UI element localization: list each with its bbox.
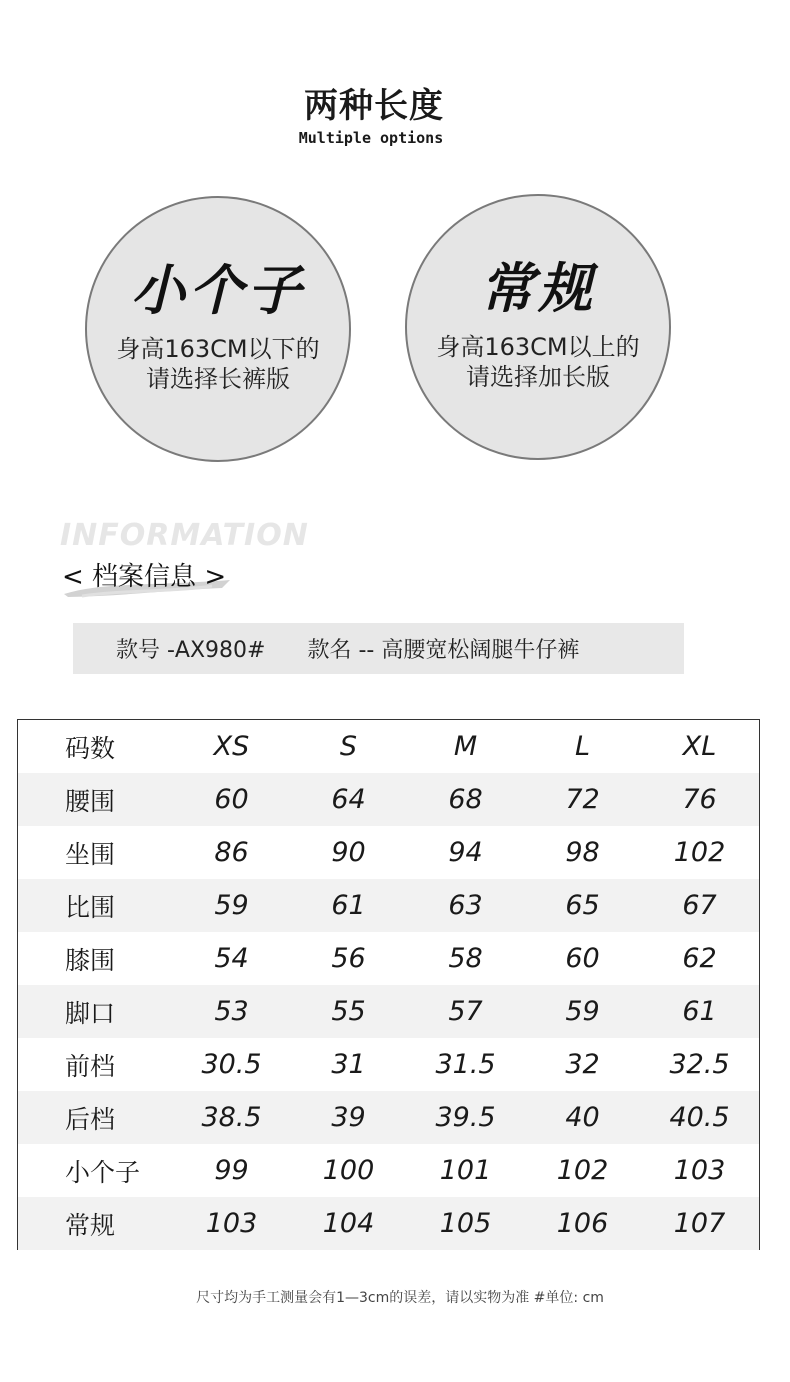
table-cell: 58 <box>448 943 483 974</box>
table-cell: 72 <box>565 784 600 815</box>
table-cell: 54 <box>214 943 249 974</box>
table-row <box>18 773 759 826</box>
option-desc-line2: 请选择长裤版 <box>146 365 290 393</box>
table-cell: 30.5 <box>201 1049 262 1080</box>
measurement-footnote: 尺寸均为手工测量会有1—3cm的误差，请以实物为准 #单位: cm <box>196 1290 604 1306</box>
table-cell: 76 <box>682 784 717 815</box>
section-header <box>0 78 790 147</box>
table-cell: 59 <box>214 890 249 921</box>
table-cell: 31.5 <box>435 1049 496 1080</box>
table-cell: 61 <box>331 890 366 921</box>
table-cell: 68 <box>448 784 483 815</box>
header-cell: L <box>574 731 591 762</box>
table-cell: 98 <box>565 837 600 868</box>
row-label: 脚口 <box>65 998 116 1028</box>
section-title: 两种长度 <box>304 86 444 126</box>
table-cell: 90 <box>331 837 366 868</box>
row-label: 常规 <box>65 1210 116 1240</box>
row-label: 后档 <box>65 1104 116 1134</box>
table-row <box>18 1144 759 1197</box>
table-cell: 32 <box>565 1049 600 1080</box>
header-cell: XL <box>682 731 717 762</box>
information-heading: < 档案信息 > <box>62 562 227 592</box>
table-cell: 102 <box>556 1155 609 1186</box>
table-cell: 99 <box>214 1155 249 1186</box>
table-row <box>18 879 759 932</box>
style-info-bar <box>73 623 684 674</box>
table-cell: 105 <box>439 1208 492 1239</box>
table-cell: 103 <box>205 1208 258 1239</box>
option-name: 常规 <box>480 257 596 320</box>
table-cell: 38.5 <box>201 1102 262 1133</box>
table-cell: 40.5 <box>669 1102 730 1133</box>
table-cell: 64 <box>331 784 366 815</box>
size-table <box>17 719 760 1250</box>
table-cell: 40 <box>565 1102 600 1133</box>
option-description <box>407 332 669 392</box>
row-label: 小个子 <box>65 1157 141 1187</box>
option-circle-petite <box>85 196 351 462</box>
style-code: 款号 -AX980# <box>116 638 266 663</box>
table-cell: 56 <box>331 943 366 974</box>
row-label: 前档 <box>65 1051 116 1081</box>
table-row <box>18 1038 759 1091</box>
table-cell: 102 <box>673 837 726 868</box>
option-desc-line1: 身高163CM以上的 <box>436 333 640 361</box>
table-cell: 39 <box>331 1102 366 1133</box>
table-cell: 65 <box>565 890 600 921</box>
table-cell: 86 <box>214 837 249 868</box>
table-cell: 31 <box>331 1049 366 1080</box>
option-desc-line1: 身高163CM以下的 <box>116 335 320 363</box>
table-cell: 55 <box>331 996 366 1027</box>
table-cell: 59 <box>565 996 600 1027</box>
table-cell: 107 <box>673 1208 726 1239</box>
style-name: 款名 -- 高腰宽松阔腿牛仔裤 <box>307 638 580 663</box>
table-cell: 60 <box>565 943 600 974</box>
table-cell: 100 <box>322 1155 375 1186</box>
option-name: 小个子 <box>131 259 305 322</box>
row-label: 膝围 <box>65 945 116 975</box>
table-cell: 53 <box>214 996 249 1027</box>
table-cell: 63 <box>448 890 483 921</box>
information-watermark: INFORMATION <box>60 518 309 553</box>
table-cell: 39.5 <box>435 1102 496 1133</box>
header-cell: 码数 <box>65 733 116 763</box>
header-cell: M <box>453 731 478 762</box>
row-label: 腰围 <box>65 786 116 816</box>
table-cell: 94 <box>448 837 483 868</box>
header-cell: XS <box>213 731 250 762</box>
table-row <box>18 985 759 1038</box>
table-row <box>18 1091 759 1144</box>
row-label: 比围 <box>65 892 116 922</box>
table-cell: 106 <box>556 1208 609 1239</box>
table-cell: 67 <box>682 890 717 921</box>
option-circle-regular <box>405 194 671 460</box>
table-cell: 101 <box>439 1155 492 1186</box>
table-row <box>18 932 759 985</box>
table-header-row <box>18 720 759 773</box>
option-desc-line2: 请选择加长版 <box>466 363 610 391</box>
row-label: 坐围 <box>65 839 116 869</box>
table-cell: 57 <box>448 996 483 1027</box>
table-cell: 104 <box>322 1208 375 1239</box>
table-row <box>18 826 759 879</box>
option-description <box>87 334 349 394</box>
section-subtitle: Multiple options <box>298 129 444 147</box>
table-cell: 61 <box>682 996 717 1027</box>
table-cell: 60 <box>214 784 249 815</box>
header-cell: S <box>339 731 358 762</box>
table-cell: 103 <box>673 1155 726 1186</box>
table-cell: 32.5 <box>669 1049 730 1080</box>
table-row <box>18 1197 759 1250</box>
table-cell: 62 <box>682 943 717 974</box>
